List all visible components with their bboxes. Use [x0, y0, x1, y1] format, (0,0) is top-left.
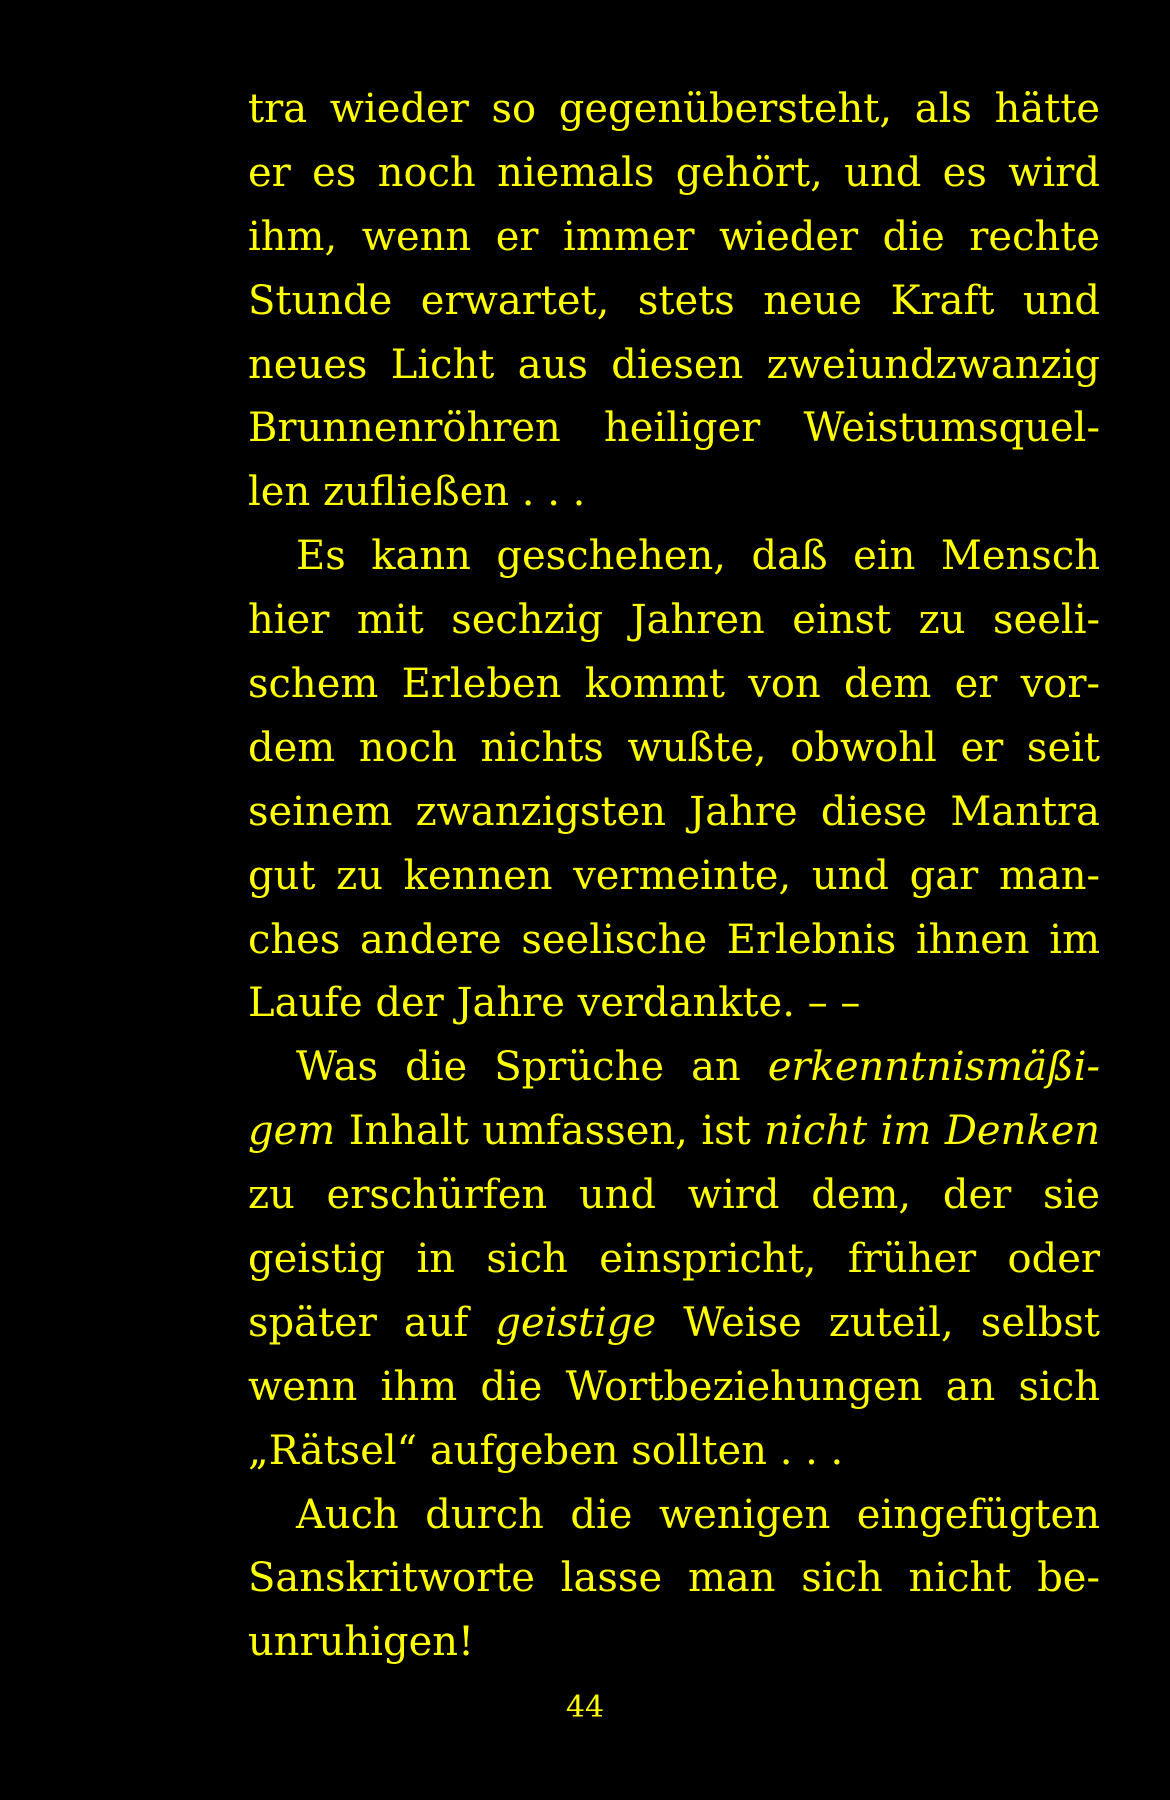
text-segment: Was die Sprüche an — [296, 1044, 768, 1091]
text-line — [248, 397, 1100, 461]
page-number: 44 — [565, 1690, 605, 1725]
text-line — [248, 334, 1100, 398]
text-segment: Es kann geschehen, daß ein Mensch — [296, 533, 1100, 580]
text-line — [248, 1484, 1100, 1548]
text-segment: er es noch niemals gehört, und es wird — [248, 149, 1100, 196]
text-line — [248, 142, 1100, 206]
text-line — [248, 270, 1100, 334]
text-line — [248, 717, 1100, 781]
text-line — [248, 525, 1100, 589]
text-line — [248, 589, 1100, 653]
text-segment: Weise zuteil, selbst — [656, 1299, 1100, 1346]
text-line — [248, 1356, 1100, 1420]
text-segment: Stunde erwartet, stets neue Kraft und — [248, 277, 1100, 324]
text-segment: hier mit sechzig Jahren einst zu seeli- — [248, 597, 1100, 644]
text-line — [248, 1547, 1100, 1611]
text-line — [248, 1292, 1100, 1356]
text-line — [248, 461, 1100, 525]
text-segment: Auch durch die wenigen eingefügten — [296, 1491, 1100, 1538]
italic-text: erkenntnismäßi- — [767, 1044, 1100, 1091]
text-line — [248, 972, 1100, 1036]
body-text — [248, 78, 1100, 1675]
text-segment: ches andere seelische Erlebnis ihnen im — [248, 916, 1100, 963]
text-segment: neues Licht aus diesen zweiundzwanzig — [248, 341, 1100, 388]
text-segment: wenn ihm die Wortbeziehungen an sich — [248, 1363, 1100, 1410]
text-segment: später auf — [248, 1299, 496, 1346]
text-line — [248, 1036, 1100, 1100]
italic-text: gem — [248, 1108, 336, 1155]
text-line — [248, 1164, 1100, 1228]
text-segment: gut zu kennen vermeinte, und gar man- — [248, 852, 1100, 899]
text-segment: ihm, wenn er immer wieder die rechte — [248, 213, 1100, 260]
text-segment: Sanskritworte lasse man sich nicht be- — [248, 1555, 1100, 1602]
italic-text: geistige — [495, 1299, 657, 1346]
text-segment: zu erschürfen und wird dem, der sie — [248, 1172, 1100, 1219]
text-segment: seinem zwanzigsten Jahre diese Mantra — [248, 788, 1100, 835]
text-segment: unruhigen! — [248, 1619, 475, 1666]
text-segment: „Rätsel“ aufgeben sollten . . . — [248, 1427, 844, 1474]
text-segment: dem noch nichts wußte, obwohl er seit — [248, 724, 1100, 771]
text-line — [248, 1420, 1100, 1484]
text-line — [248, 78, 1100, 142]
italic-text: nicht im Denken — [764, 1108, 1101, 1155]
text-line — [248, 1100, 1100, 1164]
text-segment: len zufließen . . . — [248, 469, 586, 516]
text-segment: Laufe der Jahre verdankte. – – — [248, 980, 861, 1027]
text-line — [248, 653, 1100, 717]
text-segment: Brunnenröhren heiliger Weistumsquel- — [248, 405, 1100, 452]
text-line — [248, 1611, 1100, 1675]
text-line — [248, 781, 1100, 845]
text-line — [248, 845, 1100, 909]
text-line — [248, 1228, 1100, 1292]
text-line — [248, 206, 1100, 270]
text-segment: schem Erleben kommt von dem er vor- — [248, 661, 1100, 708]
text-segment: tra wieder so gegenübersteht, als hätte — [248, 86, 1100, 132]
text-segment: Inhalt umfassen, ist — [335, 1108, 765, 1155]
text-segment: geistig in sich einspricht, früher oder — [248, 1236, 1100, 1283]
text-line — [248, 909, 1100, 973]
